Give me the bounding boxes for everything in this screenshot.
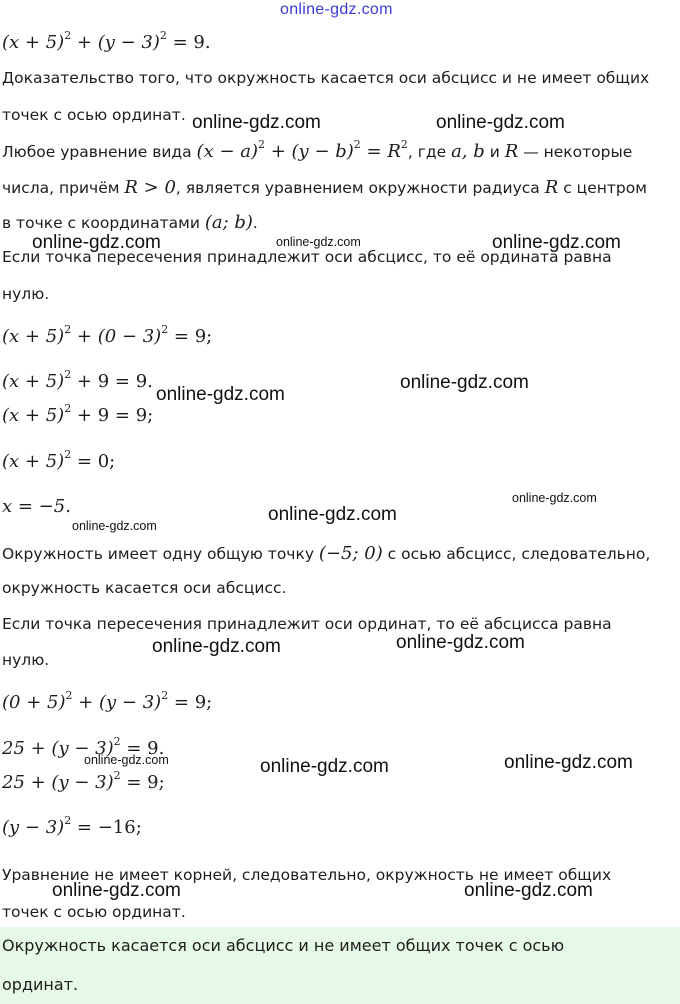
watermark: online-gdz.com <box>152 636 281 657</box>
no-roots-conclusion-line-1: Уравнение не имеет корней, следовательно, окружность не имеет общих <box>2 866 612 884</box>
watermark: online-gdz.com <box>260 756 389 777</box>
abscissa-condition-line-1: Если точка пересечения принадлежит оси абсцисс, то её ордината равна <box>2 248 612 266</box>
equation-abscissa-5: x = −5. <box>2 496 71 517</box>
watermark: online-gdz.com <box>192 112 321 133</box>
equation-ordinate-1: $(0 + 5)^2 + (y - 3)^2 = 9$; <box>2 689 213 713</box>
general-form-line-3: в точке с координатами (a; b). <box>2 212 258 233</box>
equation-ordinate-4: $(y - 3)^2 = -16$; <box>2 814 142 838</box>
watermark: online-gdz.com <box>504 752 633 773</box>
watermark: online-gdz.com <box>492 232 621 253</box>
touch-conclusion-line-1: Окружность имеет одну общую точку (−5; 0) с осью абсцисс, следовательно, <box>2 543 651 564</box>
proof-title-line-2: точек с осью ординат. <box>2 106 186 124</box>
watermark: online-gdz.com <box>400 372 529 393</box>
answer-box <box>0 927 680 1004</box>
watermark: online-gdz.com <box>396 632 525 653</box>
equation-abscissa-3: $(x + 5)^2 + 9 = 9$; <box>2 402 154 426</box>
watermark: online-gdz.com <box>52 880 181 901</box>
proof-title-line-1: Доказательство того, что окружность касается оси абсцисс и не имеет общих <box>2 69 650 87</box>
abscissa-condition-line-2: нулю. <box>2 285 50 303</box>
general-form-line-2: числа, причём R > 0, является уравнением окружности радиуса R с центром <box>2 177 647 198</box>
watermark-top: online-gdz.com <box>280 1 393 18</box>
equation-ordinate-2: $25 + (y - 3)^2 = 9$. <box>2 735 165 759</box>
touch-conclusion-line-2: окружность касается оси абсцисс. <box>2 579 287 597</box>
equation-abscissa-1: $(x + 5)^2 + (0 - 3)^2 = 9$; <box>2 323 213 347</box>
equation-ordinate-3: $25 + (y - 3)^2 = 9$; <box>2 769 165 793</box>
equation-abscissa-2: $(x + 5)^2 + 9 = 9$. <box>2 368 153 392</box>
ordinate-condition-line-1: Если точка пересечения принадлежит оси ординат, то её абсцисса равна <box>2 615 612 633</box>
no-roots-conclusion-line-2: точек с осью ординат. <box>2 903 186 921</box>
watermark: online-gdz.com <box>84 753 169 767</box>
general-form-line-1: Любое уравнение вида $(x - a)^2 + (y - b)^2 = R^2$, где a, b и R — некоторые <box>2 138 633 162</box>
watermark: online-gdz.com <box>436 112 565 133</box>
equation-main: $(x + 5)^2 + (y - 3)^2 = 9$. <box>2 29 211 53</box>
watermark: online-gdz.com <box>72 519 157 533</box>
watermark: online-gdz.com <box>464 880 593 901</box>
watermark: online-gdz.com <box>156 384 285 405</box>
general-equation: $(x - a)^2 + (y - b)^2 = R^2$ <box>196 138 408 162</box>
watermark: online-gdz.com <box>276 235 361 249</box>
watermark: online-gdz.com <box>512 491 597 505</box>
watermark: online-gdz.com <box>268 504 397 525</box>
watermark: online-gdz.com <box>32 232 161 253</box>
answer-line-2: ординат. <box>2 975 79 994</box>
ordinate-condition-line-2: нулю. <box>2 651 50 669</box>
answer-line-1: Окружность касается оси абсцисс и не имеет общих точек с осью <box>2 936 565 955</box>
equation-abscissa-4: $(x + 5)^2 = 0$; <box>2 448 116 472</box>
